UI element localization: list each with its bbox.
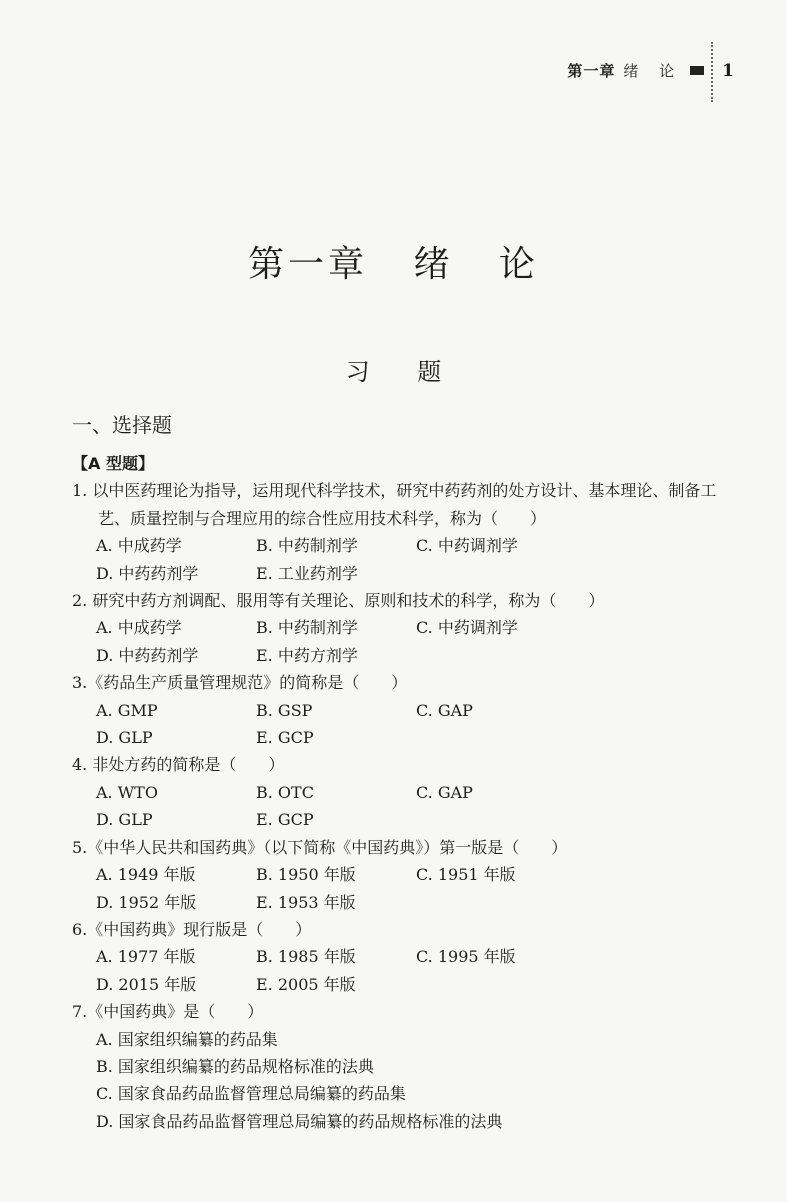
option-b: B. 1985 年版 [256,947,356,967]
options [96,532,732,587]
question-type-label: 【A 型题】 [72,454,154,473]
option-e: E. 中药方剂学 [256,645,358,665]
option-c: C. 1995 年版 [416,947,516,967]
option-b: B. OTC [256,782,314,802]
option-a: A. 中成药学 [96,536,182,556]
option-d: D. 国家食品药品监督管理总局编纂的药品规格标准的法典 [96,1111,503,1131]
option-a: A. WTO [96,782,158,802]
header-subtitle: 绪 论 [623,62,683,80]
chapter-title: 第一章 绪 论 [248,244,539,285]
option-e: E. 工业药剂学 [256,563,358,583]
option-c: C. GAP [416,700,473,720]
question-text: 3.《药品生产质量管理规范》的简称是（ ） [72,673,408,693]
option-b: B. 1950 年版 [256,865,356,885]
option-d: D. 1952 年版 [96,892,197,912]
question-1 [72,477,732,587]
option-e: E. 1953 年版 [256,892,356,912]
option-a: A. 国家组织编纂的药品集 [96,1029,278,1049]
option-c: C. 国家食品药品监督管理总局编纂的药品集 [96,1084,406,1104]
option-c: C. 1951 年版 [416,865,516,885]
question-text: 2. 研究中药方剂调配、服用等有关理论、原则和技术的科学，称为（ ） [72,591,605,611]
option-d: D. GLP [96,810,153,830]
question-text: 4. 非处方药的简称是（ ） [72,755,285,775]
question-text: 5.《中华人民共和国药典》（以下简称《中国药典》）第一版是（ ） [72,837,568,857]
option-d: D. 中药药剂学 [96,645,199,665]
options [96,1026,732,1136]
options [96,697,732,752]
question-text: 6.《中国药典》现行版是（ ） [72,919,312,939]
question-5 [72,834,732,916]
option-a: A. GMP [96,700,158,720]
option-b: B. GSP [256,700,313,720]
header-divider [711,42,713,102]
option-d: D. 2015 年版 [96,974,197,994]
subsection-title: 一、选择题 [72,413,172,437]
option-e: E. GCP [256,810,314,830]
options [96,614,732,669]
option-c: C. 中药调剂学 [416,618,518,638]
option-c: C. GAP [416,782,473,802]
options [96,861,732,916]
options [96,779,732,834]
question-4 [72,751,732,833]
option-b: B. 国家组织编纂的药品规格标准的法典 [96,1056,374,1076]
option-e: E. 2005 年版 [256,974,356,994]
option-e: E. GCP [256,728,314,748]
option-a: A. 1949 年版 [96,865,196,885]
header-chapter: 第一章 [567,62,616,80]
section-title: 习 题 [345,358,442,386]
question-3 [72,669,732,751]
page-number: 1 [722,60,735,81]
question-7 [72,998,732,1135]
question-text: 7.《中国药典》是（ ） [72,1002,264,1022]
question-list [72,450,732,1135]
option-d: D. GLP [96,728,153,748]
option-c: C. 中药调剂学 [416,536,518,556]
option-b: B. 中药制剂学 [256,536,358,556]
option-d: D. 中药药剂学 [96,563,199,583]
option-a: A. 中成药学 [96,618,182,638]
running-header [567,60,735,81]
question-6 [72,916,732,998]
question-2 [72,587,732,669]
option-a: A. 1977 年版 [96,947,196,967]
option-b: B. 中药制剂学 [256,618,358,638]
question-text: 1. 以中医药理论为指导，运用现代科学技术，研究中药药剂的处方设计、基本理论、制备工艺、质量控制与合理应用的综合性应用技术科学，称为（ ） [72,481,717,528]
options [96,943,732,998]
header-bar [690,66,704,75]
